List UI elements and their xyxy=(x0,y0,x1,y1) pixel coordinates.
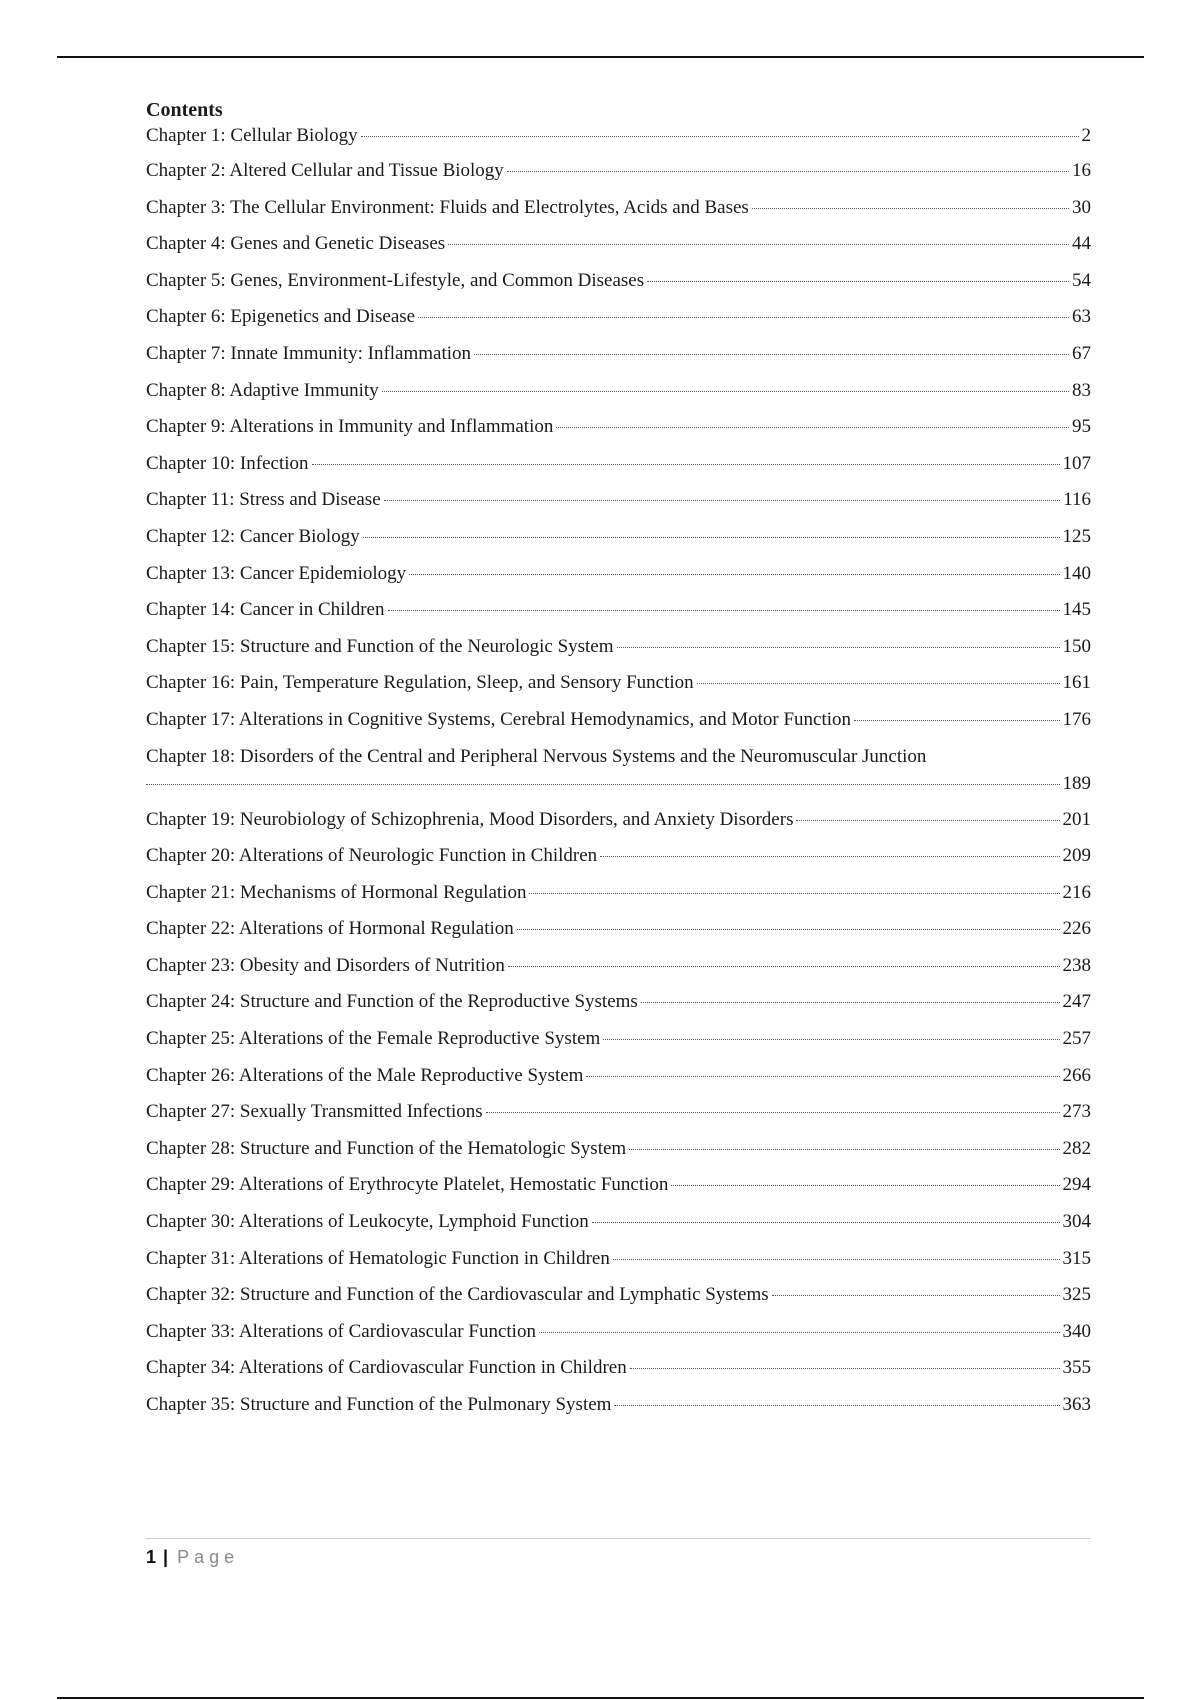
toc-entry-title: Chapter 27: Sexually Transmitted Infections xyxy=(146,1101,483,1123)
toc-entry-title: Chapter 4: Genes and Genetic Diseases xyxy=(146,233,446,255)
toc-entry-title: Chapter 13: Cancer Epidemiology xyxy=(146,562,407,584)
toc-entry[interactable] xyxy=(146,159,1091,196)
toc-dot-leader xyxy=(592,1222,1060,1223)
table-of-contents xyxy=(146,96,1091,1430)
toc-dot-leader xyxy=(448,244,1069,245)
toc-dot-leader xyxy=(418,317,1069,318)
toc-entry-title: Chapter 25: Alterations of the Female Reproductive System xyxy=(146,1028,601,1050)
toc-entry-title: Chapter 9: Alterations in Immunity and Inflammation xyxy=(146,416,554,438)
toc-entry-page: 16 xyxy=(1072,160,1091,181)
toc-entry-title: Chapter 34: Alterations of Cardiovascular Function in Children xyxy=(146,1357,627,1379)
toc-dot-leader xyxy=(772,1295,1060,1296)
toc-entry-title: Chapter 19: Neurobiology of Schizophrenia, Mood Disorders, and Anxiety Disorders xyxy=(146,808,794,830)
toc-entry[interactable] xyxy=(146,954,1091,991)
toc-entry-title: Chapter 18: Disorders of the Central and Peripheral Nervous Systems and the Neuromuscular Junction xyxy=(146,745,927,767)
toc-entry-title: Chapter 10: Infection xyxy=(146,452,309,474)
toc-entry[interactable] xyxy=(146,1100,1091,1137)
toc-dot-leader xyxy=(384,500,1061,501)
bottom-rule xyxy=(57,1697,1144,1699)
toc-entry-page: 238 xyxy=(1062,954,1091,976)
toc-entry-page: 315 xyxy=(1062,1247,1091,1269)
footer-rule xyxy=(146,1538,1091,1539)
toc-entry-title: Chapter 12: Cancer Biology xyxy=(146,525,360,547)
toc-entry-page: 107 xyxy=(1062,452,1091,474)
toc-entry-page: 355 xyxy=(1062,1357,1091,1379)
toc-entry[interactable] xyxy=(146,598,1091,635)
toc-dot-leader xyxy=(796,820,1059,821)
toc-entry-page: 266 xyxy=(1062,1064,1091,1086)
toc-entry[interactable] xyxy=(146,1173,1091,1210)
toc-entry-title: Chapter 6: Epigenetics and Disease xyxy=(146,306,416,328)
toc-dot-leader xyxy=(617,647,1060,648)
toc-entry-title: Chapter 32: Structure and Function of the Cardiovascular and Lymphatic Systems xyxy=(146,1284,769,1306)
toc-entry-page: 44 xyxy=(1072,233,1091,255)
toc-entry-title: Chapter 1: Cellular Biology xyxy=(146,125,358,146)
toc-entry-page: 30 xyxy=(1072,196,1091,218)
toc-entry-page: 95 xyxy=(1072,416,1091,438)
footer-page-number: 1 xyxy=(146,1547,157,1567)
toc-entry[interactable] xyxy=(146,708,1091,745)
toc-entry-page: 176 xyxy=(1062,708,1091,730)
toc-entry-title: Chapter 28: Structure and Function of the Hematologic System xyxy=(146,1137,627,1159)
toc-entry[interactable] xyxy=(146,1210,1091,1247)
toc-entry-title: Chapter 5: Genes, Environment-Lifestyle, and Common Diseases xyxy=(146,269,645,291)
toc-dot-leader xyxy=(486,1112,1060,1113)
toc-entry-page: 116 xyxy=(1063,489,1091,511)
toc-entry-title: Chapter 8: Adaptive Immunity xyxy=(146,379,379,401)
toc-entry-page: 145 xyxy=(1062,599,1091,621)
toc-entry[interactable] xyxy=(146,990,1091,1027)
toc-entry[interactable] xyxy=(146,562,1091,599)
toc-entry-page: 294 xyxy=(1062,1174,1091,1196)
toc-entry-title: Chapter 21: Mechanisms of Hormonal Regulation xyxy=(146,881,527,903)
toc-entry-page: 340 xyxy=(1062,1320,1091,1342)
toc-entry-page: 226 xyxy=(1062,918,1091,940)
toc-dot-leader xyxy=(474,354,1069,355)
toc-entry[interactable] xyxy=(146,881,1091,918)
toc-dot-leader xyxy=(382,391,1069,392)
toc-entry-title: Chapter 24: Structure and Function of the Reproductive Systems xyxy=(146,991,638,1013)
toc-entry[interactable] xyxy=(146,635,1091,672)
toc-entry-title: Chapter 15: Structure and Function of the Neurologic System xyxy=(146,635,614,657)
toc-entry[interactable] xyxy=(146,415,1091,452)
toc-entry-page: 125 xyxy=(1062,525,1091,547)
toc-list xyxy=(146,124,1091,1430)
toc-dot-leader xyxy=(671,1185,1059,1186)
toc-entry-page: 2 xyxy=(1081,125,1091,146)
toc-entry[interactable] xyxy=(146,671,1091,708)
toc-entry[interactable] xyxy=(146,269,1091,306)
toc-entry-page: 67 xyxy=(1072,342,1091,364)
toc-entry[interactable] xyxy=(146,342,1091,379)
toc-entry-title: Chapter 16: Pain, Temperature Regulation, Sleep, and Sensory Function xyxy=(146,672,694,694)
toc-dot-leader xyxy=(361,136,1079,137)
toc-entry[interactable] xyxy=(146,844,1091,881)
toc-entry[interactable] xyxy=(146,1137,1091,1174)
toc-entry-title: Chapter 11: Stress and Disease xyxy=(146,489,381,511)
toc-dot-leader xyxy=(409,574,1059,575)
toc-dot-leader xyxy=(507,171,1069,172)
toc-entry-title: Chapter 29: Alterations of Erythrocyte Platelet, Hemostatic Function xyxy=(146,1174,669,1196)
toc-entry[interactable] xyxy=(146,1283,1091,1320)
toc-dot-leader xyxy=(603,1039,1059,1040)
toc-entry[interactable] xyxy=(146,917,1091,954)
toc-entry-page: 363 xyxy=(1062,1394,1091,1415)
toc-dot-leader xyxy=(312,464,1060,465)
toc-dot-leader xyxy=(600,856,1059,857)
toc-dot-leader xyxy=(586,1076,1059,1077)
toc-entry-title: Chapter 26: Alterations of the Male Reproductive System xyxy=(146,1064,584,1086)
toc-entry-page: 209 xyxy=(1062,845,1091,867)
toc-dot-leader xyxy=(630,1368,1060,1369)
toc-entry-title: Chapter 2: Altered Cellular and Tissue Biology xyxy=(146,160,504,181)
toc-entry-page: 161 xyxy=(1062,672,1091,694)
toc-entry[interactable] xyxy=(146,196,1091,233)
toc-entry[interactable] xyxy=(146,124,1091,159)
toc-entry[interactable] xyxy=(146,1356,1091,1393)
toc-dot-leader xyxy=(641,1002,1060,1003)
toc-dot-leader xyxy=(539,1332,1060,1333)
page-footer xyxy=(146,1538,1091,1569)
toc-entry-page: 216 xyxy=(1062,881,1091,903)
toc-dot-leader xyxy=(508,966,1060,967)
toc-entry-title: Chapter 17: Alterations in Cognitive Systems, Cerebral Hemodynamics, and Motor Function xyxy=(146,708,852,730)
toc-entry-title: Chapter 30: Alterations of Leukocyte, Lymphoid Function xyxy=(146,1211,589,1233)
toc-entry-page: 63 xyxy=(1072,306,1091,328)
contents-heading: Contents xyxy=(146,99,223,121)
toc-entry-title: Chapter 3: The Cellular Environment: Fluids and Electrolytes, Acids and Bases xyxy=(146,196,749,218)
toc-entry[interactable] xyxy=(146,525,1091,562)
toc-entry-page: 150 xyxy=(1062,635,1091,657)
toc-entry-title: Chapter 20: Alterations of Neurologic Function in Children xyxy=(146,845,598,867)
toc-entry-title: Chapter 31: Alterations of Hematologic Function in Children xyxy=(146,1247,610,1269)
toc-entry-page: 189 xyxy=(1062,772,1091,794)
toc-entry-title: Chapter 35: Structure and Function of the Pulmonary System xyxy=(146,1394,612,1415)
toc-entry-title: Chapter 23: Obesity and Disorders of Nutrition xyxy=(146,954,505,976)
toc-entry-page: 257 xyxy=(1062,1028,1091,1050)
toc-dot-leader xyxy=(854,720,1059,721)
toc-entry[interactable] xyxy=(146,1320,1091,1357)
toc-wrapped-line xyxy=(146,772,1091,796)
toc-entry[interactable] xyxy=(146,452,1091,489)
toc-entry[interactable] xyxy=(146,232,1091,269)
toc-entry-title: Chapter 33: Alterations of Cardiovascular Function xyxy=(146,1320,536,1342)
toc-dot-leader xyxy=(529,893,1059,894)
toc-entry-page: 247 xyxy=(1062,991,1091,1013)
top-rule xyxy=(57,56,1144,58)
toc-entry[interactable] xyxy=(146,305,1091,342)
toc-entry[interactable] xyxy=(146,1027,1091,1064)
toc-dot-leader xyxy=(614,1405,1059,1406)
toc-dot-leader xyxy=(629,1149,1059,1150)
toc-entry[interactable] xyxy=(146,379,1091,416)
toc-dot-leader xyxy=(517,929,1060,930)
toc-entry-page: 201 xyxy=(1062,808,1091,830)
toc-entry-page: 273 xyxy=(1062,1101,1091,1123)
toc-entry-title: Chapter 7: Innate Immunity: Inflammation xyxy=(146,342,472,364)
toc-entry[interactable] xyxy=(146,808,1091,845)
toc-entry[interactable] xyxy=(146,488,1091,525)
toc-entry-title: Chapter 14: Cancer in Children xyxy=(146,599,385,621)
toc-entry-page: 304 xyxy=(1062,1211,1091,1233)
footer-separator: | xyxy=(163,1547,169,1567)
toc-dot-leader xyxy=(647,281,1069,282)
toc-entry-page: 282 xyxy=(1062,1137,1091,1159)
toc-dot-leader xyxy=(146,784,1060,785)
toc-entry[interactable] xyxy=(146,745,1091,808)
toc-dot-leader xyxy=(388,610,1060,611)
toc-entry-page: 140 xyxy=(1062,562,1091,584)
toc-entry-title: Chapter 22: Alterations of Hormonal Regulation xyxy=(146,918,514,940)
toc-dot-leader xyxy=(752,208,1069,209)
toc-entry[interactable] xyxy=(146,1393,1091,1430)
toc-entry-page: 54 xyxy=(1072,269,1091,291)
toc-dot-leader xyxy=(613,1259,1060,1260)
toc-entry[interactable] xyxy=(146,1064,1091,1101)
footer-page-indicator xyxy=(146,1545,1091,1569)
toc-dot-leader xyxy=(363,537,1060,538)
toc-dot-leader xyxy=(556,427,1069,428)
toc-dot-leader xyxy=(697,683,1060,684)
toc-entry[interactable] xyxy=(146,1247,1091,1284)
toc-entry-page: 83 xyxy=(1072,379,1091,401)
toc-entry-page: 325 xyxy=(1062,1284,1091,1306)
footer-page-label: Page xyxy=(177,1547,240,1567)
